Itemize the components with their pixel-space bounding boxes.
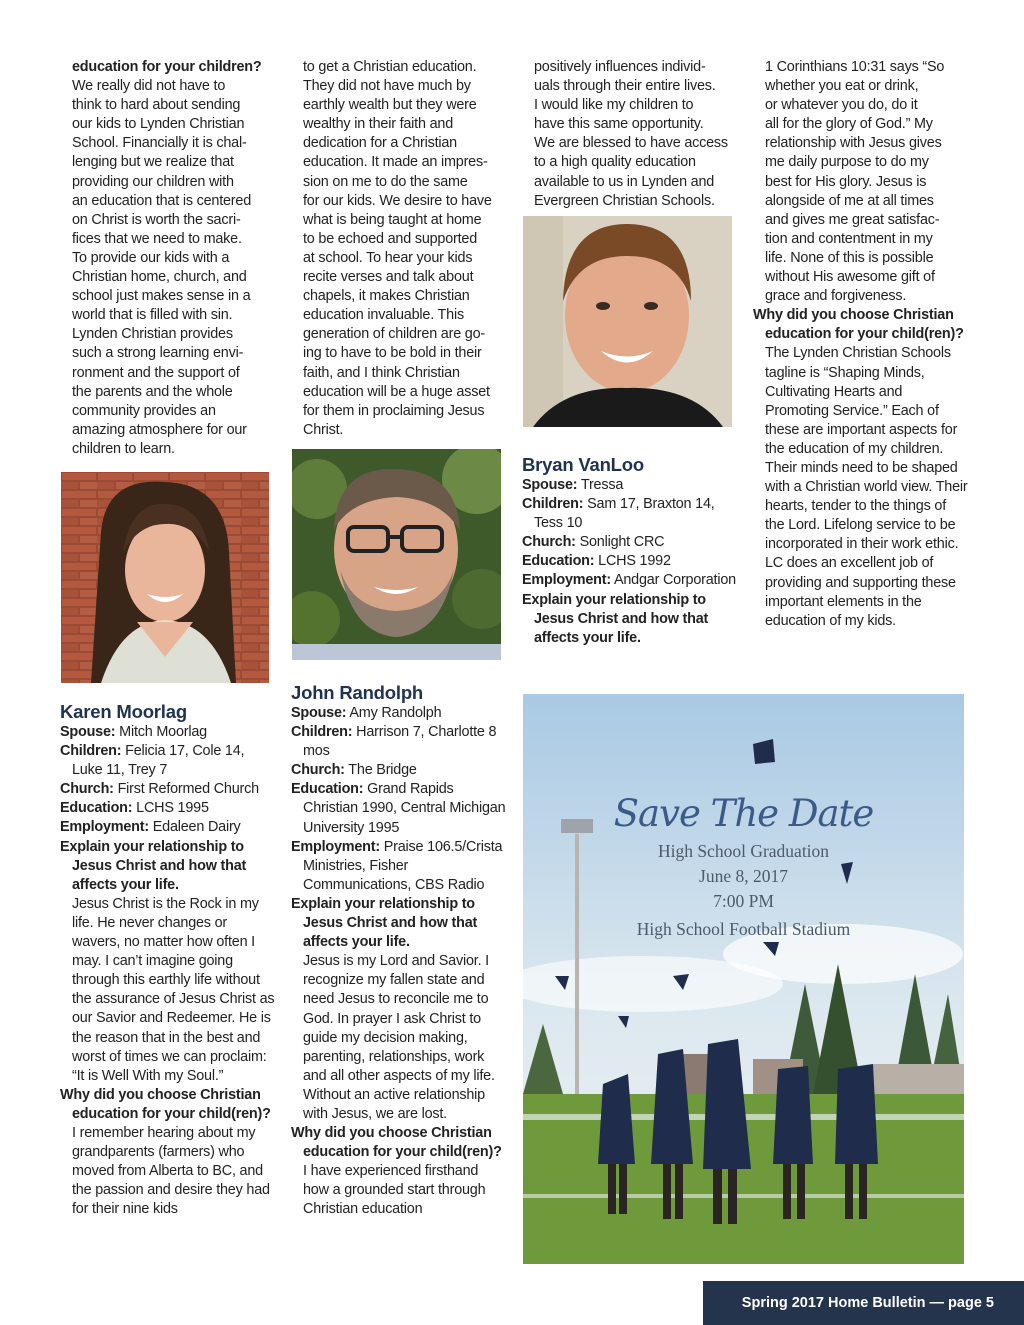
col2-top-text — [303, 58, 508, 440]
col4-line: me daily purpose to do my — [765, 154, 929, 171]
col2-line: dedication for a Christian — [303, 135, 457, 152]
karen-profile — [60, 701, 275, 1219]
col1-line: school just makes sense in a — [72, 288, 251, 305]
col1-line: fices that we need to make. — [72, 230, 242, 247]
col1-line: amazing atmosphere for our — [72, 421, 247, 438]
col3-line: to a high quality education — [534, 154, 696, 171]
education-label: Education: — [522, 553, 595, 570]
event-time: 7:00 PM — [713, 891, 774, 911]
karen-question-2: Why did you choose Christian education for your child(ren)? — [60, 1086, 271, 1122]
col2-line: to be echoed and supported — [303, 230, 478, 247]
bryan-photo — [523, 216, 732, 427]
col2-line: for them in proclaiming Jesus — [303, 402, 485, 419]
church-label: Church: — [522, 534, 576, 551]
bryan-profile — [522, 454, 737, 648]
col2-line: earthly wealth but they were — [303, 97, 477, 114]
col2-line: education will be a huge asset — [303, 383, 490, 400]
john-answer-2: I have experienced firsthand how a grounded start through Christian education — [303, 1163, 486, 1218]
john-question-2: Why did you choose Christian education for your child(ren)? — [291, 1125, 502, 1161]
bryan-answer-2: The Lynden Christian Schools tagline is “Shaping Minds, Cultivating Hearts and Promoting Service.” Each of these are important aspects for the education of my children. Their minds need to be shaped with a Christian world view. Their hearts, tender to the things of the Lord. Lifelong service to be incorporated in their work ethic. LC does an excellent job of providing and supporting these important elements in the education of my kids. — [765, 345, 968, 629]
spouse-label: Spouse: — [60, 724, 116, 740]
spouse-label: Spouse: — [291, 705, 347, 721]
spouse-value: Amy Randolph — [346, 705, 442, 721]
event-date: June 8, 2017 — [699, 866, 788, 886]
col3-line: available to us in Lynden and — [534, 173, 715, 190]
col1-line: education for your children? — [72, 59, 262, 75]
event-name: High School Graduation — [657, 841, 830, 861]
children-value: Harrison 7, Charlotte 8 mos — [303, 724, 497, 760]
col4-line: alongside of me at all times — [765, 192, 934, 209]
education-label: Education: — [291, 781, 364, 798]
children-label: Children: — [522, 496, 584, 513]
col4-line: tion and contentment in my — [765, 230, 933, 247]
col3-line: We are blessed to have access — [534, 135, 728, 152]
church-value: The Bridge — [344, 762, 417, 779]
children-value: Felicia 17, Cole 14, Luke 11, Trey 7 — [72, 743, 245, 779]
col2-line: Christ. — [303, 421, 344, 438]
employment-label: Employment: — [291, 838, 380, 855]
save-the-date-graphic — [523, 694, 964, 1264]
col3-line: Evergreen Christian Schools. — [534, 192, 715, 209]
church-value: First Reformed Church — [113, 781, 259, 798]
col1-line: community provides an — [72, 402, 216, 419]
karen-name: Karen Moorlag — [60, 701, 187, 722]
karen-question-1: Explain your relationship to Jesus Christ and how that affects your life. — [60, 838, 247, 893]
col3-line: I would like my children to — [534, 97, 694, 114]
employment-label: Employment: — [60, 819, 149, 836]
col2-line: chapels, it makes Christian — [303, 288, 470, 305]
graduation-photo — [523, 694, 964, 1264]
education-label: Education: — [60, 800, 133, 817]
col2-line: education invaluable. This — [303, 307, 464, 324]
portrait-image — [292, 449, 501, 660]
employment-value: Edaleen Dairy — [148, 819, 241, 836]
col1-line: providing our children with — [72, 173, 234, 190]
col2-line: to get a Christian education. — [303, 59, 477, 75]
col4-line: without His awesome gift of — [765, 269, 935, 286]
col1-line: an education that is centered — [72, 192, 252, 209]
col2-line: what is being taught at home — [303, 211, 482, 228]
bryan-question-2: Why did you choose Christian education for your child(ren)? — [753, 307, 964, 343]
col1-line: Christian home, church, and — [72, 269, 247, 286]
col4-line: relationship with Jesus gives — [765, 135, 942, 152]
col3-top-text — [534, 58, 739, 211]
col1-line: To provide our kids with a — [72, 249, 230, 266]
col1-line: world that is filled with sin. — [72, 307, 233, 324]
col3-line: positively influences individ- — [534, 59, 706, 75]
col1-line: such a strong learning envi- — [72, 345, 244, 362]
education-value: LCHS 1992 — [594, 553, 671, 570]
col1-line: think to hard about sending — [72, 97, 241, 114]
karen-answer-2: I remember hearing about my grandparents (farmers) who moved from Alberta to BC, and the passion and desire they had for their nine kids — [72, 1124, 270, 1218]
col1-line: School. Financially it is chal- — [72, 135, 247, 152]
children-value: Sam 17, Braxton 14, Tess 10 — [534, 496, 715, 532]
education-value: Grand Rapids Christian 1990, Central Michigan University 1995 — [303, 781, 506, 836]
save-the-date-title: Save The Date — [613, 792, 874, 835]
col1-line: lenging but we realize that — [72, 154, 234, 171]
col3-line: uals through their entire lives. — [534, 78, 716, 95]
portrait-image — [61, 472, 269, 683]
col2-line: faith, and I think Christian — [303, 364, 460, 381]
bryan-name: Bryan VanLoo — [522, 454, 644, 475]
col4-line: whether you eat or drink, — [765, 78, 919, 95]
church-label: Church: — [291, 762, 345, 779]
col4-line: or whatever you do, do it — [765, 97, 918, 114]
education-value: LCHS 1995 — [132, 800, 209, 817]
col2-line: recite verses and talk about — [303, 269, 474, 286]
col1-line: the parents and the whole — [72, 383, 233, 400]
church-value: Sonlight CRC — [575, 534, 665, 551]
karen-answer-1: Jesus Christ is the Rock in my life. He never changes or wavers, no matter how often I may. I can’t imagine going through this earthly life without the assurance of Jesus Christ as our Savior and Redeemer. He is the reason that in the best and worst of times we can proclaim: “It is Well With my Soul.” — [72, 895, 275, 1084]
employment-label: Employment: — [522, 572, 611, 589]
col4-line: life. None of this is possible — [765, 249, 934, 266]
col2-line: They did not have much by — [303, 78, 471, 95]
col2-line: sion on me to do the same — [303, 173, 468, 190]
col1-line: children to learn. — [72, 440, 175, 457]
col4-line: and gives me great satisfac- — [765, 211, 940, 228]
karen-photo — [61, 472, 269, 683]
children-label: Children: — [60, 743, 122, 760]
col2-line: generation of children are go- — [303, 326, 485, 343]
col1-line: on Christ is worth the sacri- — [72, 211, 241, 228]
bryan-question-1: Explain your relationship to Jesus Christ and how that affects your life. — [522, 591, 709, 646]
col3-line: have this same opportunity. — [534, 116, 704, 133]
col2-line: for our kids. We desire to have — [303, 192, 492, 209]
children-label: Children: — [291, 724, 353, 741]
col1-top-text — [72, 58, 277, 459]
col1-line: We really did not have to — [72, 78, 226, 95]
church-label: Church: — [60, 781, 114, 798]
col1-line: ronment and the support of — [72, 364, 240, 381]
col2-line: education. It made an impres- — [303, 154, 488, 171]
col2-line: at school. To hear your kids — [303, 249, 473, 266]
col4-line: 1 Corinthians 10:31 says “So — [765, 59, 945, 75]
employment-value: Andgar Corporation — [610, 572, 736, 589]
john-photo — [292, 449, 501, 660]
john-name: John Randolph — [291, 682, 424, 703]
event-location: High School Football Stadium — [636, 919, 851, 939]
spouse-label: Spouse: — [522, 477, 578, 493]
john-question-1: Explain your relationship to Jesus Christ and how that affects your life. — [291, 895, 478, 951]
col4-text — [753, 58, 968, 631]
page-footer: Spring 2017 Home Bulletin — page 5 — [703, 1281, 1024, 1325]
col2-line: ing to have to be bold in their — [303, 345, 482, 362]
col1-line: our kids to Lynden Christian — [72, 116, 245, 133]
john-answer-1: Jesus is my Lord and Savior. I recognize my fallen state and need Jesus to reconcile me to God. In prayer I ask Christ to guide my decision making, parenting, relationships, work and all other aspects of my life. Without an active relationship with Jesus, we are lost. — [303, 953, 495, 1122]
portrait-image — [523, 216, 732, 427]
col4-line: grace and forgiveness. — [765, 288, 907, 305]
spouse-value: Mitch Moorlag — [115, 724, 207, 740]
spouse-value: Tressa — [577, 477, 624, 493]
col4-line: all for the glory of God.” My — [765, 116, 933, 133]
col4-line: best for His glory. Jesus is — [765, 173, 927, 190]
employment-value: Praise 106.5/Crista Ministries, Fisher Communications, CBS Radio — [303, 838, 503, 893]
col2-line: wealthy in their faith and — [303, 116, 453, 133]
col1-line: Lynden Christian provides — [72, 326, 233, 343]
john-profile — [291, 682, 506, 1220]
